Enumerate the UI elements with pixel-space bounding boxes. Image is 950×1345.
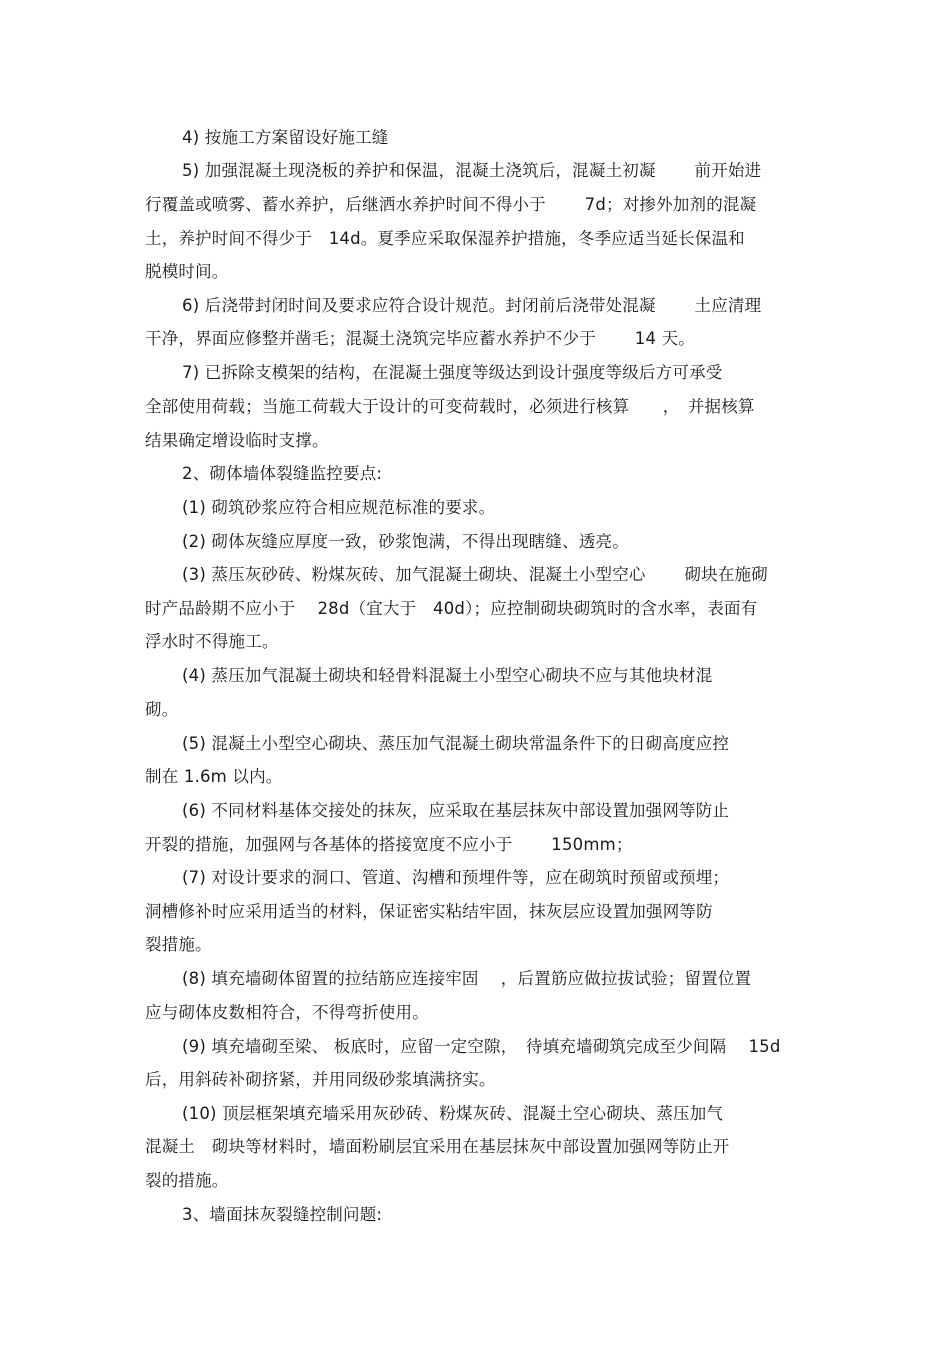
text-line: 后，用斜砖补砌挤紧，并用同级砂浆填满挤实。 (145, 1070, 496, 1089)
text-line: 洞槽修补时应采用适当的材料，保证密实粘结牢固，抹灰层应设置加强网等防 (145, 902, 713, 921)
text-line: 应与砌体皮数相符合，不得弯折使用。 (145, 1003, 429, 1022)
text-line: (6) 不同材料基体交接处的抹灰，应采取在基层抹灰中部设置加强网等防止 (182, 801, 730, 820)
text-line: 裂的措施。 (145, 1171, 229, 1190)
text-line: 土，养护时间不得少于 14d。夏季应采取保湿养护措施，冬季应适当延长保温和 (145, 229, 745, 248)
text-line: (2) 砌体灰缝应厚度一致，砂浆饱满，不得出现瞎缝、透亮。 (182, 532, 629, 551)
text-line: 6) 后浇带封闭时间及要求应符合设计规范。封闭前后浇带处混凝 土应清理 (182, 296, 762, 315)
text-line: 混凝土 砌块等材料时，墙面粉刷层宜采用在基层抹灰中部设置加强网等防止开 (145, 1137, 730, 1156)
text-line: 裂措施。 (145, 935, 212, 954)
text-line: 全部使用荷载；当施工荷载大于设计的可变荷载时，必须进行核算 ， 并据核算 (145, 397, 755, 416)
section-heading: 3、墙面抹灰裂缝控制问题: (182, 1205, 383, 1224)
text-line: (5) 混凝土小型空心砌块、蒸压加气混凝土砌块常温条件下的日砌高度应控 (182, 734, 730, 753)
text-line: 制在 1.6m 以内。 (145, 767, 283, 786)
text-line: 4) 按施工方案留设好施工缝 (182, 128, 389, 147)
text-line: 开裂的措施，加强网与各基体的搭接宽度不应小于 150mm； (145, 835, 633, 854)
text-line: 7) 已拆除支模架的结构，在混凝土强度等级达到设计强度等级后方可承受 (182, 363, 723, 382)
text-line: (9) 填充墙砌至梁、 板底时，应留一定空隙， 待填充墙砌筑完成至少间隔 15d (182, 1037, 781, 1056)
section-heading: 2、砌体墙体裂缝监控要点: (182, 464, 383, 483)
text-line: 5) 加强混凝土现浇板的养护和保温，混凝土浇筑后，混凝土初凝 前开始进 (182, 161, 762, 180)
text-line: 砌。 (145, 700, 179, 719)
text-line: (10) 顶层框架填充墙采用灰砂砖、粉煤灰砖、混凝土空心砌块、蒸压加气 (182, 1104, 724, 1123)
text-line: (7) 对设计要求的洞口、管道、沟槽和预埋件等，应在砌筑时预留或预埋； (182, 868, 730, 887)
text-line: (1) 砌筑砂浆应符合相应规范标准的要求。 (182, 498, 496, 517)
text-line: 行覆盖或喷雾、蓄水养护，后继洒水养护时间不得小于 7d；对掺外加剂的混凝 (145, 195, 757, 214)
text-line: 浮水时不得施工。 (145, 632, 279, 651)
text-line: 时产品龄期不应小于 28d（宜大于 40d）；应控制砌块砌筑时的含水率，表面有 (145, 599, 758, 618)
text-line: (4) 蒸压加气混凝土砌块和轻骨料混凝土小型空心砌块不应与其他块材混 (182, 666, 713, 685)
text-line: 结果确定增设临时支撑。 (145, 431, 329, 450)
text-line: 干净，界面应修整并凿毛；混凝土浇筑完毕应蓄水养护不少于 14 天。 (145, 329, 695, 348)
text-line: (8) 填充墙砌体留置的拉结筋应连接牢固 ，后置筋应做拉拔试验；留置位置 (182, 969, 752, 988)
text-line: (3) 蒸压灰砂砖、粉煤灰砖、加气混凝土砌块、混凝土小型空心 砌块在施砌 (182, 565, 768, 584)
text-line: 脱模时间。 (145, 262, 229, 281)
